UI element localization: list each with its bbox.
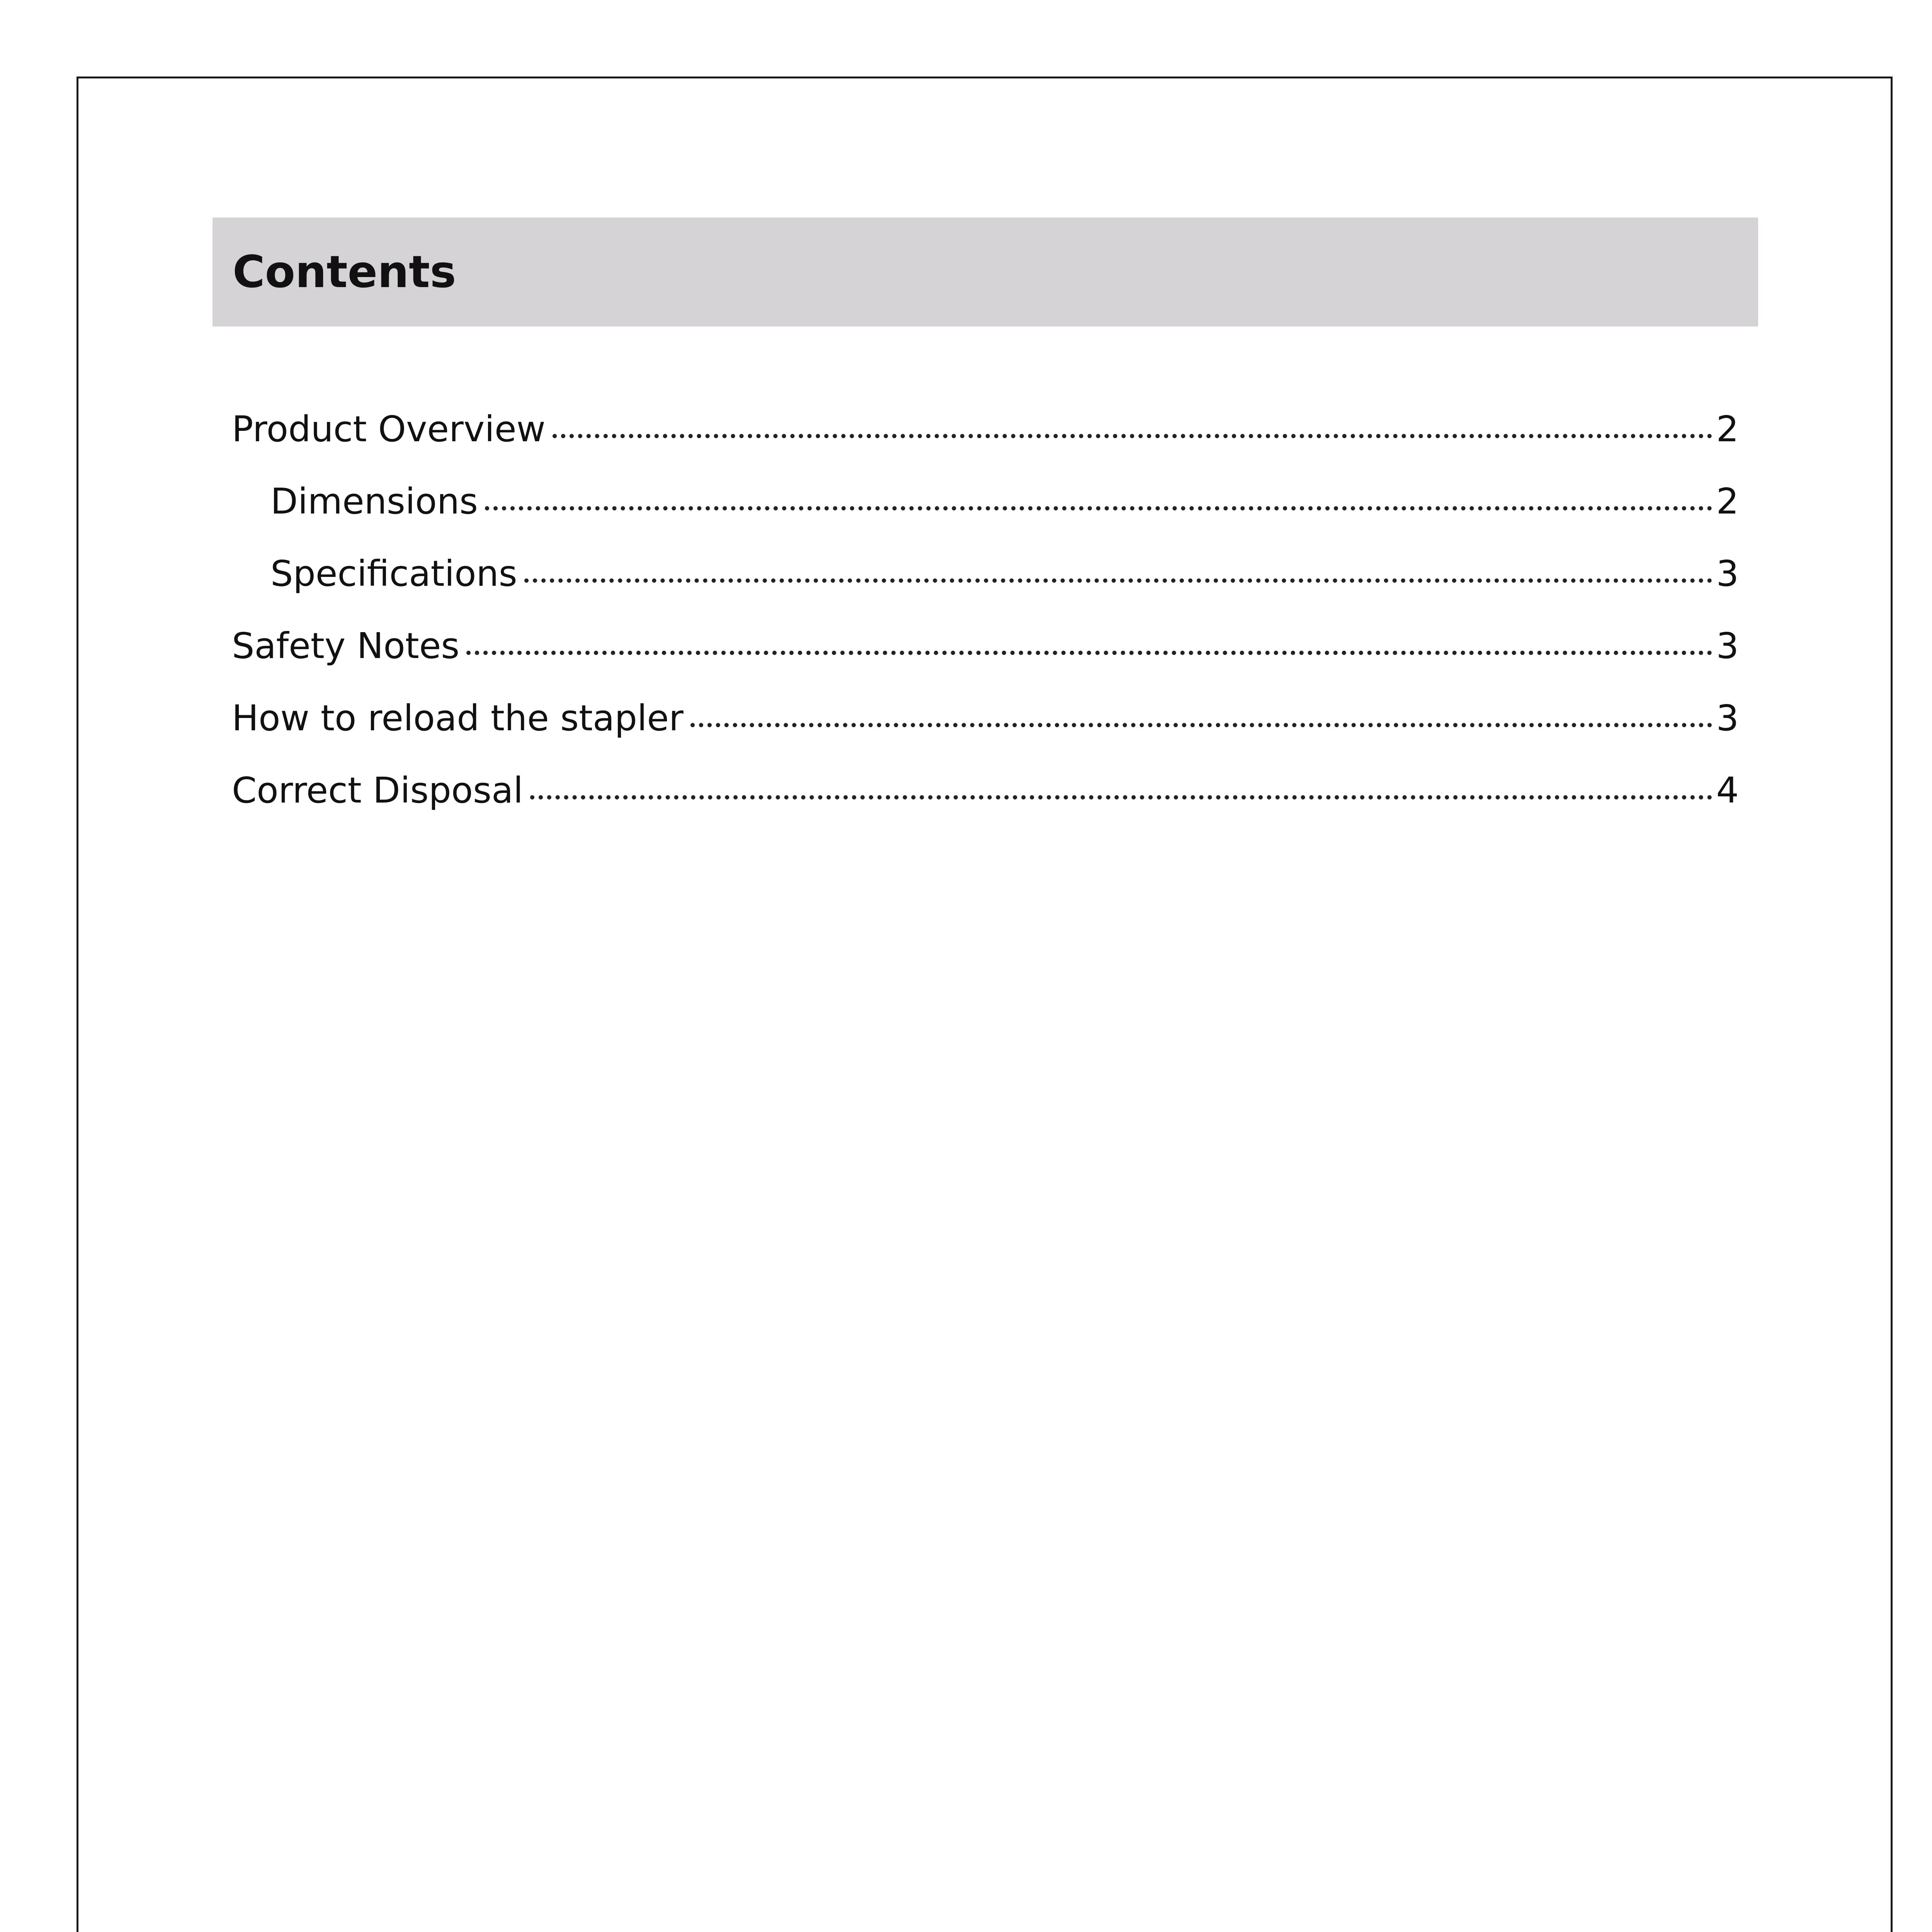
toc-entry-reload-stapler[interactable] [232,697,1739,773]
toc-entry-dimensions[interactable] [232,481,1739,556]
toc-entry-label: Correct Disposal [232,770,523,811]
table-of-contents [232,408,1739,845]
toc-dot-leader [485,506,1713,510]
toc-entry-label: Specifications [270,553,517,594]
toc-dot-leader [690,723,1713,727]
contents-heading: Contents [233,246,456,298]
toc-entry-correct-disposal[interactable] [232,770,1739,845]
toc-entry-safety-notes[interactable] [232,625,1739,701]
toc-entry-specifications[interactable] [232,553,1739,628]
toc-entry-page-number: 3 [1716,697,1739,739]
toc-entry-product-overview[interactable] [232,408,1739,484]
toc-entry-page-number: 4 [1716,770,1739,811]
page-border [77,77,1893,1932]
toc-dot-leader [466,651,1712,655]
toc-entry-page-number: 2 [1716,408,1739,450]
toc-entry-label: Dimensions [270,481,478,522]
toc-entry-label: Product Overview [232,408,546,450]
toc-entry-page-number: 3 [1716,625,1739,667]
toc-entry-page-number: 3 [1716,553,1739,594]
contents-heading-band [213,218,1758,327]
toc-entry-label: How to reload the stapler [232,697,684,739]
toc-dot-leader [530,795,1713,799]
toc-dot-leader [553,434,1713,438]
toc-entry-label: Safety Notes [232,625,460,667]
toc-dot-leader [524,578,1713,583]
toc-entry-page-number: 2 [1716,481,1739,522]
